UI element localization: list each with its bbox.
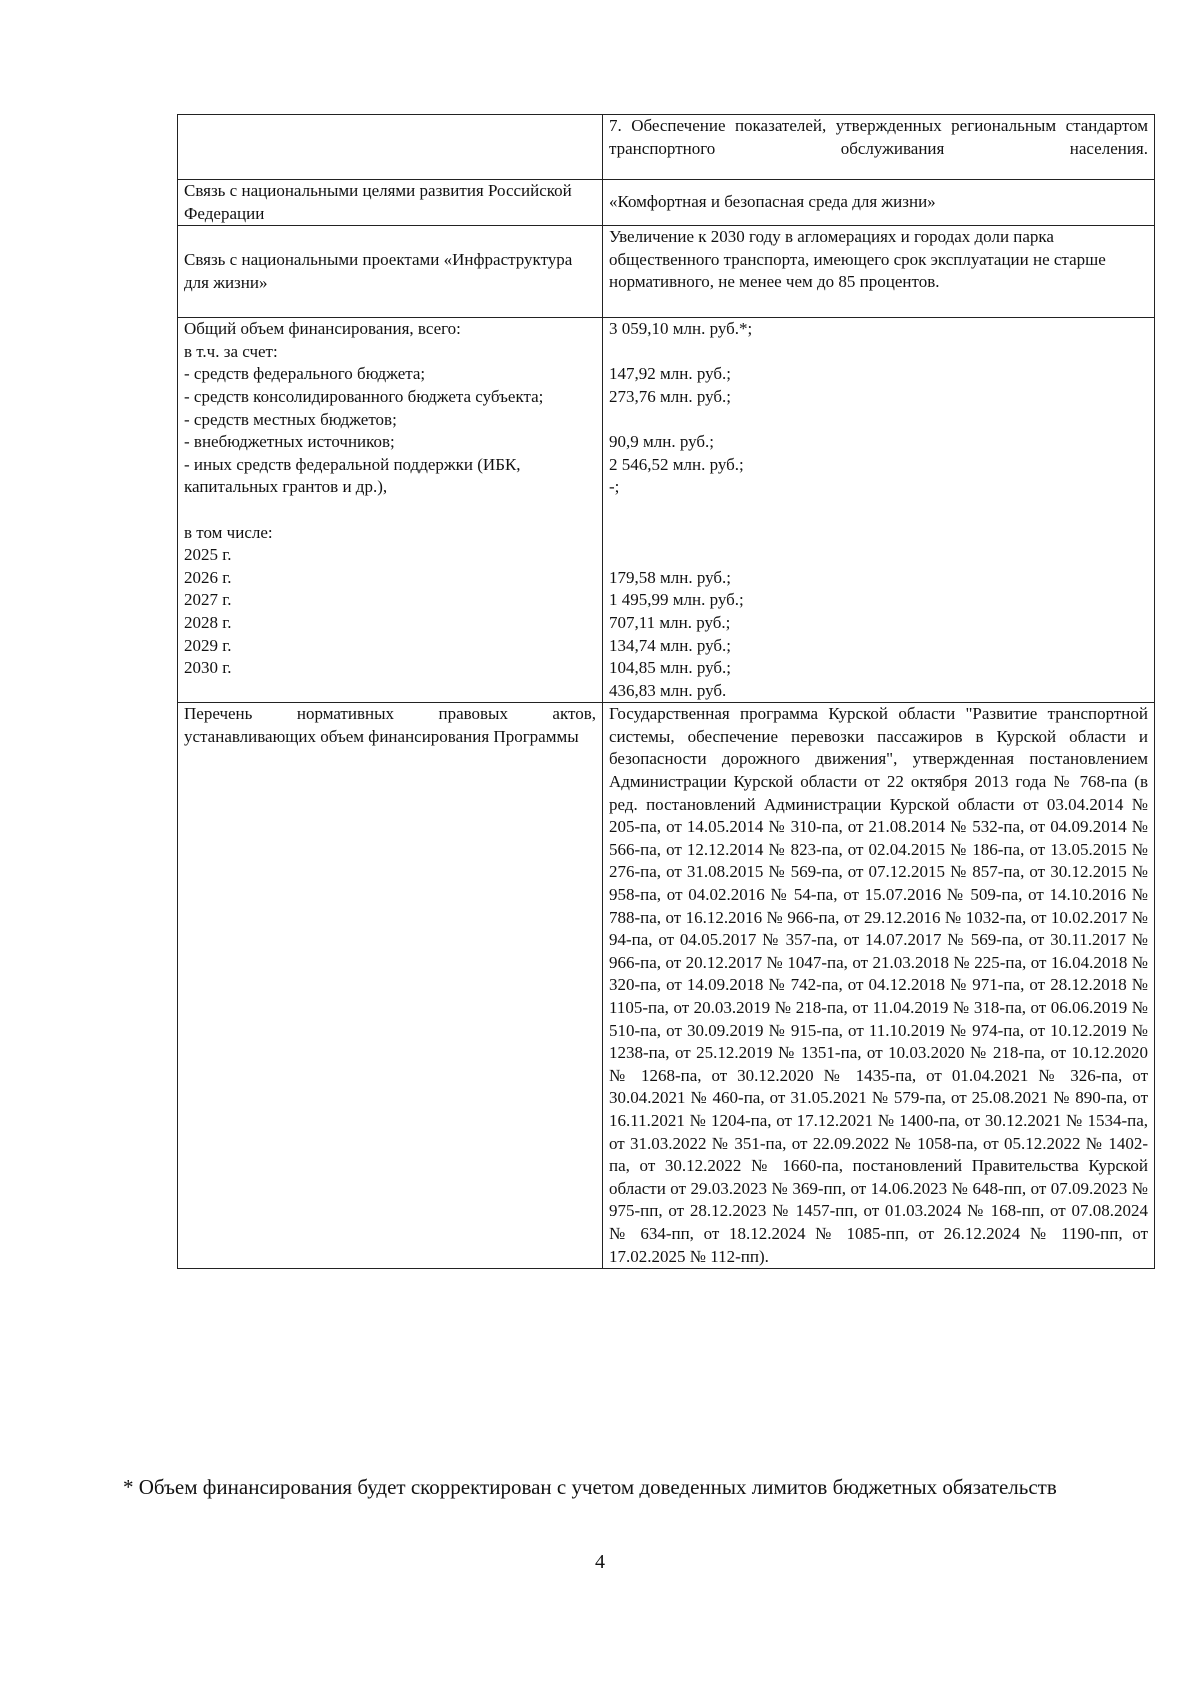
financing-federal-label: - средств федерального бюджета; <box>184 364 426 384</box>
financing-year-2029: 2029 г. <box>184 635 232 655</box>
financing-value-2025: 179,58 млн. руб.; <box>609 567 732 587</box>
financing-total-value: 3 059,10 млн. руб.*; <box>609 319 753 339</box>
financing-including-label: в т.ч. за счет: <box>184 341 278 361</box>
financing-year-2026: 2026 г. <box>184 567 232 587</box>
financing-value-2027: 707,11 млн. руб.; <box>609 612 731 632</box>
financing-value-2029: 104,85 млн. руб.; <box>609 658 732 678</box>
financing-extrabudget-value: 2 546,52 млн. руб.; <box>609 454 744 474</box>
financing-total-label: Общий объем финансирования, всего: <box>184 319 461 339</box>
financing-federal-value: 147,92 млн. руб.; <box>609 364 732 384</box>
table-row-national-projects <box>178 226 1155 318</box>
page-number: 4 <box>595 1551 605 1573</box>
financing-extrabudget-label: - внебюджетных источников; <box>184 432 395 452</box>
financing-value-2026: 1 495,99 млн. руб.; <box>609 590 744 610</box>
financing-consolidated-value: 273,76 млн. руб.; <box>609 386 732 406</box>
national-projects-value: Увеличение к 2030 году в агломерациях и городах доли парка общественного транспорта, имеющего срок эксплуатации не старше нормативного, не менее чем до 85 процентов. <box>603 226 1155 318</box>
financing-other-label: - иных средств федеральной поддержки (ИБК, капитальных грантов и др.), <box>184 454 521 497</box>
financing-by-year-label: в том числе: <box>184 522 273 542</box>
financing-value-2028: 134,74 млн. руб.; <box>609 635 732 655</box>
financing-local-label: - средств местных бюджетов; <box>184 409 397 429</box>
financing-local-value: 90,9 млн. руб.; <box>609 432 715 452</box>
financing-other-value: -; <box>609 477 620 497</box>
table-row-legal-acts <box>178 703 1155 1269</box>
indicator-7-text: 7. Обеспечение показателей, утвержденных региональным стандартом транспортного обслуживания населения. <box>603 115 1155 180</box>
table-row-financing <box>178 318 1155 703</box>
financing-year-2028: 2028 г. <box>184 612 232 632</box>
national-projects-label: Связь с национальными проектами «Инфраструктура для жизни» <box>178 226 603 318</box>
national-goals-label: Связь с национальными целями развития Российской Федерации <box>178 180 603 226</box>
indicators-label-cell <box>178 115 603 180</box>
table-row-indicators <box>178 115 1155 180</box>
financing-values-cell <box>603 318 1155 703</box>
legal-acts-text: Государственная программа Курской области "Развитие транспортной системы, обеспечение перевозки пассажиров в Курской области и безопасности дорожного движения", утвержденная постановлением Администрации Курской области от 22 октября 2013 года № 768-па (в ред. постановлений Администрации Курской области от 03.04.2014 № 205-па, от 14.05.2014 № 310-па, от 21.08.2014 № 532-па, от 04.09.2014 № 566-па, от 12.12.2014 № 823-па, от 02.04.2015 № 186-па, от 13.05.2015 № 276-па, от 31.08.2015 № 569-па, от 07.12.2015 № 857-па, от 30.12.2015 № 958-па, от 04.02.2016 № 54-па, от 15.07.2016 № 509-па, от 14.10.2016 № 788-па, от 16.12.2016 № 966-па, от 29.12.2016 № 1032-па, от 10.02.2017 № 94-па, от 04.05.2017 № 357-па, от 14.07.2017 № 569-па, от 30.11.2017 № 966-па, от 20.12.2017 № 1047-па, от 21.03.2018 № 225-па, от 16.04.2018 № 320-па, от 14.09.2018 № 742-па, от 04.12.2018 № 971-па, от 28.12.2018 № 1105-па, от 20.03.2019 № 218-па, от 11.04.2019 № 318-па, от 06.06.2019 № 510-па, от 30.09.2019 № 915-па, от 11.10.2019 № 974-па, от 10.12.2019 № 1238-па, от 25.12.2019 № 1351-па, от 10.03.2020 № 218-па, от 10.12.2020 № 1268-па, от 30.12.2020 № 1435-па, от 01.04.2021 № 326-па, от 30.04.2021 № 460-па, от 31.05.2021 № 579-па, от 25.08.2021 № 890-па, от 16.11.2021 № 1204-па, от 17.12.2021 № 1400-па, от 30.12.2021 № 1534-па, от 31.03.2022 № 351-па, от 22.09.2022 № 1058-па, от 05.12.2022 № 1402-па, от 30.12.2022 № 1660-па, постановлений Правительства Курской области от 29.03.2023 № 369-пп, от 14.06.2023 № 648-пп, от 07.09.2023 № 975-пп, от 28.12.2023 № 1457-пп, от 01.03.2024 № 168-пп, от 07.08.2024 № 634-пп, от 18.12.2024 № 1085-пп, от 26.12.2024 № 1190-пп, от 17.02.2025 № 112-пп). <box>603 703 1155 1269</box>
financing-labels-cell <box>178 318 603 703</box>
legal-acts-label: Перечень нормативных правовых актов, устанавливающих объем финансирования Программы <box>178 703 603 1269</box>
financing-footnote: * Объем финансирования будет скорректирован с учетом доведенных лимитов бюджетных обязательств <box>123 1475 1057 1499</box>
financing-year-2025: 2025 г. <box>184 545 232 565</box>
financing-consolidated-label: - средств консолидированного бюджета субъекта; <box>184 386 544 406</box>
financing-year-2030: 2030 г. <box>184 658 232 678</box>
table-row-national-goals <box>178 180 1155 226</box>
financing-value-2030: 436,83 млн. руб. <box>609 680 727 700</box>
national-goals-value: «Комфортная и безопасная среда для жизни» <box>603 180 1155 226</box>
program-passport-table <box>177 114 1155 1269</box>
financing-year-2027: 2027 г. <box>184 590 232 610</box>
